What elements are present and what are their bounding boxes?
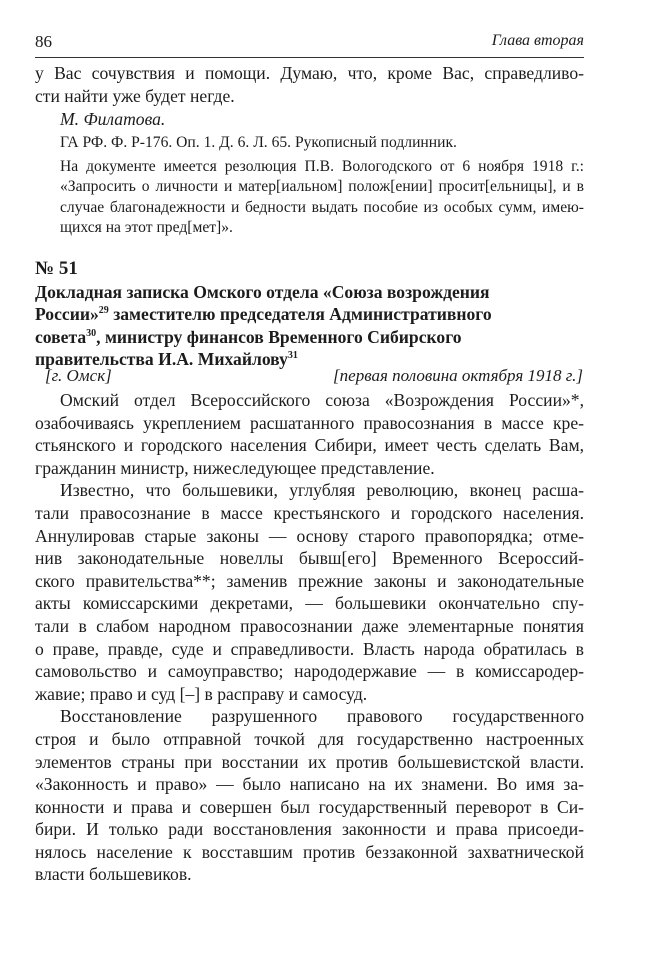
text-line: акты комиссарскими декретами, — большевики окончательно спу- <box>35 593 584 614</box>
document-body <box>35 389 584 886</box>
text-line: нялось население к восставшим против беззаконной захватнической <box>35 841 584 862</box>
footnote-ref: 30 <box>86 327 97 339</box>
text-line: сти найти уже будет негде. <box>35 85 235 106</box>
note-line: случае благонадежности и бедности выдать пособие из особых сумм, имею- <box>60 198 584 216</box>
document-heading <box>35 258 584 371</box>
text-line: Восстановление разрушенного правового государственного <box>60 706 584 727</box>
text-line: стьянского и городского населения Сибири, имеет честь сделать Вам, <box>35 435 584 456</box>
text-line: Аннулировав старые законы — основу старого правопорядка; отме- <box>35 525 584 546</box>
note-line: На документе имеется резолюция П.В. Вологодского от 6 ноября 1918 г.: <box>60 158 584 175</box>
running-head: Глава вторая <box>491 32 584 49</box>
document-title-line <box>35 303 584 326</box>
text-line: власти большевиков. <box>35 864 192 885</box>
resolution-note-text <box>35 157 584 239</box>
text-line: строя и было отправной точкой для государственно настроенных <box>35 728 584 749</box>
page-number: 86 <box>35 32 52 51</box>
document-place: [г. Омск] <box>45 366 112 385</box>
resolution-note <box>35 157 584 239</box>
place-date-line <box>45 366 583 389</box>
text-line: элементов страны при восстании их против большевистской власти. <box>35 751 584 772</box>
document-title-line <box>35 326 584 349</box>
header-rule <box>35 57 584 58</box>
text-line: Известно, что большевики, углубляя революцию, вконец расша- <box>60 480 584 501</box>
text-line: тали в слабом народном правосознании даже элементарные понятия <box>35 615 584 636</box>
paragraph <box>35 705 584 886</box>
title-text: правительства И.А. Михайлову <box>35 349 288 370</box>
paragraph <box>35 479 584 705</box>
footnote-ref: 31 <box>287 350 298 362</box>
title-text: заместителю председателя Административного <box>108 304 492 325</box>
text-line: гражданин министр, нижеследующее представление. <box>35 457 435 478</box>
letter-ending-text <box>35 62 584 107</box>
archive-source <box>60 133 580 153</box>
text-line: бири. И только ради восстановления законности и права присоеди- <box>35 819 584 840</box>
footnote-ref: 29 <box>98 305 109 317</box>
archive-source-text: ГА РФ. Ф. Р-176. Оп. 1. Д. 6. Л. 65. Рукописный подлинник. <box>60 134 457 151</box>
text-line: нив законодательные новеллы бывш[его] Временного Всероссий- <box>35 548 584 569</box>
letter-ending <box>35 62 584 107</box>
text-line: «Законность и право» — было написано на их знамени. Во имя за- <box>35 774 584 795</box>
title-text: совета <box>35 326 87 347</box>
document-number: № 51 <box>35 258 78 279</box>
title-text: Докладная записка Омского отдела «Союза возрождения <box>35 281 490 302</box>
title-text: России» <box>35 304 99 325</box>
text-line: Омский отдел Всероссийского союза «Возрождения России»*, <box>60 390 584 410</box>
page-header <box>35 30 584 54</box>
note-line: «Запросить о личности и матер[иальном] полож[ении] просит[ельницы], и в <box>60 178 584 196</box>
text-line: самовольство и самоуправство; народодержавие — в комиссародер- <box>35 661 584 682</box>
title-text: , министру финансов Временного Сибирского <box>96 326 462 347</box>
text-line: жавие; право и суд [–] в расправу и самосуд. <box>35 683 368 704</box>
paragraph <box>35 389 584 479</box>
text-line: ского правительства**; заменив прежние законы и законодательные <box>35 570 584 591</box>
signature-text: М. Филатова. <box>60 109 166 129</box>
text-line: конности и права и совершен был государственный переворот в Си- <box>35 796 584 817</box>
text-line: о праве, правде, суде и справедливости. Власть народа обратилась в <box>35 638 584 659</box>
text-line: тали правосознание в массе крестьянского и городского населения. <box>35 502 584 523</box>
note-line: щихся на этот пред[мет]». <box>60 219 233 237</box>
document-date: [первая половина октября 1918 г.] <box>333 366 583 385</box>
document-title-line <box>35 281 584 304</box>
signature <box>60 108 580 131</box>
text-line: озабочиваясь укреплением расшатанного правосознания в массе кре- <box>35 412 584 433</box>
text-line: у Вас сочувствия и помощи. Думаю, что, кроме Вас, справедливо- <box>35 63 584 83</box>
